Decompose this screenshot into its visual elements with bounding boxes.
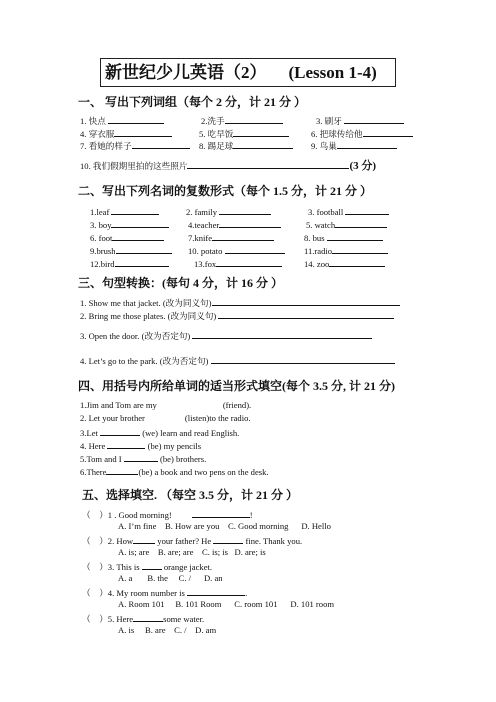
- answer-blank[interactable]: [363, 127, 413, 137]
- s4-item-4: 4. Here (be) my pencils: [80, 441, 202, 451]
- s2-item-11: 10. potato: [188, 244, 285, 257]
- answer-blank[interactable]: [327, 231, 383, 241]
- s2-item-5: 4.teacher: [188, 218, 281, 231]
- s2-item-6: 5. watch: [306, 218, 387, 231]
- s2-item-8: 7.knife: [188, 231, 274, 244]
- s5-options-4: A. Room 101 B. 101 Room C. room 101 D. 101 room: [118, 599, 335, 609]
- answer-blank[interactable]: [216, 257, 282, 267]
- answer-paren[interactable]: （ ）: [82, 588, 108, 598]
- worksheet-title: [100, 58, 396, 87]
- answer-blank[interactable]: [133, 612, 163, 622]
- answer-blank[interactable]: [225, 114, 283, 124]
- s1-item-5: 5. 吃早饭: [199, 127, 289, 140]
- answer-line[interactable]: [211, 354, 395, 364]
- answer-paren[interactable]: （ ）: [82, 510, 108, 520]
- answer-paren[interactable]: （ ）: [82, 562, 108, 572]
- s5-options-1: A. I’m fine B. How are you C. Good morning D. Hello: [118, 521, 331, 531]
- answer-blank[interactable]: [344, 114, 404, 124]
- s2-item-4: 3. boy: [90, 218, 169, 231]
- s5-question-1: （ ）1 . Good morning! !: [82, 510, 253, 520]
- section4-heading: 四、用括号内所给单词的适当形式填空(每个 3.5 分, 计 21 分): [78, 379, 395, 393]
- s1-item-2: 2.洗手: [201, 114, 283, 127]
- title-main: 新世纪少儿英语（2）: [105, 63, 267, 82]
- answer-blank[interactable]: [115, 257, 169, 267]
- answer-blank[interactable]: [124, 452, 158, 462]
- answer-blank[interactable]: [225, 244, 285, 254]
- answer-blank[interactable]: [114, 127, 172, 137]
- answer-paren[interactable]: （ ）: [82, 536, 108, 546]
- answer-blank[interactable]: [219, 205, 271, 215]
- answer-blank[interactable]: [332, 244, 388, 254]
- s1-item-7: 7. 看她的样子: [80, 139, 190, 152]
- s5-options-3: A. a B. the C. / D. an: [118, 573, 223, 583]
- section1-heading: 一、 写出下列词组（每个 2 分，计 21 分 ）: [78, 95, 307, 109]
- s1-item-3: 3. 刷牙: [316, 114, 404, 127]
- s3-item-4: 4. Let’s go to the park. (改为否定句): [80, 354, 395, 367]
- s1-item-10: 10. 我们假期里拍的这些照片 (3 分): [80, 160, 377, 172]
- answer-blank[interactable]: [345, 205, 389, 215]
- answer-line[interactable]: [218, 309, 394, 319]
- section5-heading: 五、选择填空. （每空 3.5 分，计 21 分 ）: [82, 488, 299, 502]
- s2-item-3: 3. football: [308, 205, 389, 218]
- answer-blank[interactable]: [111, 218, 169, 228]
- s2-item-14: 13.fox: [194, 257, 282, 270]
- s4-item-2: 2. Let your brother (listen)to the radio.: [80, 413, 251, 423]
- answer-blank[interactable]: [329, 257, 385, 267]
- answer-blank[interactable]: [219, 218, 281, 228]
- s3-item-3: 3. Open the door. (改为否定句): [80, 329, 372, 342]
- s5-question-5: （ ）5. Here some water.: [82, 614, 205, 624]
- s2-item-15: 14. zoo: [304, 257, 385, 270]
- answer-blank[interactable]: [111, 205, 159, 215]
- s2-item-12: 11.radio: [304, 244, 388, 257]
- s3-item-2: 2. Bring me those plates. (改为同义句): [80, 309, 394, 322]
- answer-line[interactable]: [192, 329, 372, 339]
- s1-item-8: 8. 踢足球: [199, 139, 293, 152]
- answer-blank[interactable]: [132, 139, 190, 149]
- s2-item-13: 12.bird: [90, 257, 169, 270]
- s2-item-7: 6. foot: [90, 231, 164, 244]
- s1-item-10-score: (3 分): [349, 160, 377, 172]
- answer-blank[interactable]: [233, 127, 289, 137]
- answer-line[interactable]: [212, 296, 400, 306]
- s2-item-1: 1.leaf: [90, 205, 159, 218]
- s1-item-1: 1. 快点: [80, 114, 164, 127]
- answer-blank[interactable]: [187, 159, 349, 169]
- answer-blank[interactable]: [100, 426, 140, 436]
- title-lesson: (Lesson 1-4): [288, 63, 377, 82]
- answer-blank[interactable]: [212, 231, 274, 241]
- answer-blank[interactable]: [187, 586, 245, 596]
- answer-blank[interactable]: [337, 139, 397, 149]
- answer-blank[interactable]: [107, 439, 145, 449]
- s4-item-5: 5.Tom and I (be) brothers.: [80, 454, 207, 464]
- s1-item-4: 4. 穿衣服: [80, 127, 172, 140]
- s4-item-6: 6.There (be) a book and two pens on the desk.: [80, 467, 269, 477]
- s2-item-10: 9.brush: [90, 244, 172, 257]
- answer-blank[interactable]: [233, 139, 293, 149]
- s1-item-6: 6. 把球传给他: [311, 127, 413, 140]
- s5-question-2: （ ）2. How your father? He fine. Thank you.: [82, 536, 303, 546]
- answer-blank[interactable]: [106, 465, 138, 475]
- answer-blank[interactable]: [192, 508, 250, 518]
- s5-question-4: （ ）4. My room number is .: [82, 588, 248, 598]
- answer-blank[interactable]: [133, 534, 155, 544]
- section2-heading: 二、写出下列名词的复数形式（每个 1.5 分，计 21 分 ）: [78, 184, 373, 198]
- s4-item-1: 1.Jim and Tom are my (friend).: [80, 400, 252, 410]
- s5-options-2: A. is; are B. are; are C. is; is D. are; is: [118, 547, 266, 557]
- answer-blank[interactable]: [213, 534, 243, 544]
- answer-blank[interactable]: [142, 560, 162, 570]
- s2-item-9: 8. bus: [304, 231, 383, 244]
- answer-blank[interactable]: [108, 114, 164, 124]
- s5-options-5: A. is B. are C. / D. am: [118, 625, 217, 635]
- s1-item-9: 9. 鸟巢: [311, 139, 397, 152]
- answer-blank[interactable]: [112, 231, 164, 241]
- s5-question-3: （ ）3. This is orange jacket.: [82, 562, 213, 572]
- answer-blank[interactable]: [116, 244, 172, 254]
- answer-blank[interactable]: [335, 218, 387, 228]
- section3-heading: 三、句型转换：(每句 4 分，计 16 分 ）: [78, 276, 283, 290]
- s4-item-3: 3.Let (we) learn and read English.: [80, 428, 240, 438]
- s2-item-2: 2. family: [186, 205, 271, 218]
- answer-paren[interactable]: （ ）: [82, 614, 108, 624]
- s3-item-1: 1. Show me that jacket. (改为同义句): [80, 296, 400, 309]
